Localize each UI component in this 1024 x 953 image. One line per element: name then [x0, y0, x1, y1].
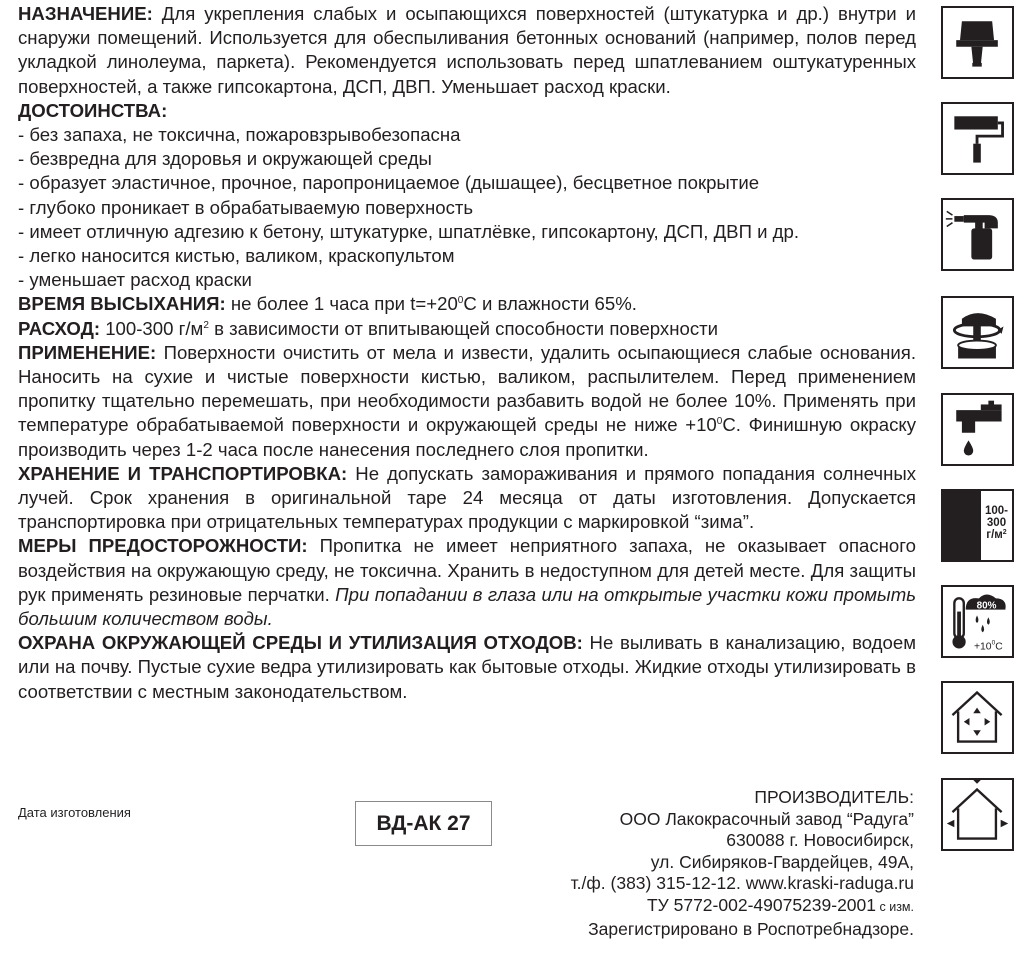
tu-suffix: с изм. — [876, 899, 914, 914]
application-text-end: С. Финишную окраску производить через 1-2 часа после нанесения последнего слоя пропитки. — [18, 414, 916, 460]
rate-unit: г/м — [986, 529, 1003, 541]
mixing-icon — [941, 296, 1014, 369]
product-code: ВД-АК 27 — [355, 801, 492, 846]
degree-sup: 0 — [716, 416, 723, 428]
tu-line — [571, 895, 914, 919]
degree-sup: 0 — [457, 295, 464, 307]
list-item: - глубоко проникает в обрабатываемую поверхность — [18, 196, 916, 220]
storage-heading: ХРАНЕНИЕ И ТРАНСПОРТИРОВКА: — [18, 462, 348, 484]
drying-section — [18, 292, 916, 316]
precautions-section — [18, 534, 916, 631]
purpose-text: Для укрепления слабых и осыпающихся поверхностей (штукатурка и др.) внутри и снаружи помещений. Используется для обеспыливания бетонных оснований (например, полов перед укладкой линолеума, паркета). Рекомендуется использовать перед шпатлеванием оштукатуренных поверхностей, а также гипсокартона, ДСП, ДВП. Уменьшает расход краски. — [18, 3, 916, 97]
advantages-list — [18, 123, 916, 292]
drying-text-end: С и влажности 65%. — [463, 293, 637, 315]
exterior-house-icon — [941, 778, 1014, 851]
humidity-value: 80% — [976, 600, 997, 612]
producer-info — [571, 787, 914, 940]
environment-text: Не выливать в канализацию, водоем или на почву. Пустые сухие ведра утилизировать как бытовые отходы. Жидкие отходы утилизировать в соответствии с местным законодательством. — [18, 632, 916, 702]
rate-line-3 — [981, 529, 1012, 541]
temperature-unit: С — [995, 641, 1003, 653]
producer-line: ООО Лакокрасочный завод “Радуга” — [619, 808, 914, 829]
advantages-heading: ДОСТОИНСТВА: — [18, 99, 168, 121]
producer-line: 630088 г. Новосибирск, — [726, 830, 914, 851]
temperature-degree: 0 — [991, 639, 996, 647]
temperature-number: +10 — [973, 641, 992, 653]
environment-section — [18, 631, 916, 704]
faucet-icon — [941, 393, 1014, 466]
spray-gun-icon — [941, 198, 1014, 271]
list-item: - легко наносится кистью, валиком, краскопультом — [18, 244, 916, 268]
brush-icon — [941, 6, 1014, 79]
humidity-temperature-icon — [941, 585, 1014, 658]
consumption-heading: РАСХОД: — [18, 317, 101, 339]
precautions-text: Пропитка не имеет неприятного запаха, не оказывает опасного воздействия на окружающую среду, не токсична. Хранить в недоступном для детей месте. Для защиты рук применять резиновые перчатки. — [18, 535, 916, 605]
application-text: Поверхности очистить от мела и извести, удалить осыпающиеся слабые основания. Наносить на сухие и чистые поверхности кистью, валиком, распылителем. Перед применением пропитку тщательно перемешать, при необходимости разбавить водой не более 10%. Применять при температуре обрабатываемой поверхности и окружающей среды не ниже +10 — [18, 341, 916, 436]
storage-text: Не допускать замораживания и прямого попадания солнечных лучей. Срок хранения в оригинальной таре 24 месяца от даты изготовления. Допускается транспортировка при отрицательных температурах продукции с маркировкой “зима”. — [18, 462, 916, 533]
producer-line: ул. Сибиряков-Гвардейцев, 49А, — [650, 851, 914, 872]
black-fill — [943, 491, 981, 560]
rate-line-1: 100- — [984, 505, 1009, 517]
precautions-heading: МЕРЫ ПРЕДОСТОРОЖНОСТИ: — [18, 535, 308, 557]
tu-number: ТУ 5772-002-49075239-2001 — [646, 894, 877, 915]
producer-line: т./ф. (383) 315-12-12. www.kraski-raduga.ru — [570, 873, 914, 894]
registration-line: Зарегистрировано в Роспотребнадзоре. — [588, 918, 914, 939]
environment-heading: ОХРАНА ОКРУЖАЮЩЕЙ СРЕДЫ И УТИЛИЗАЦИЯ ОТХОДОВ: — [18, 632, 583, 654]
precautions-italic-text: При попадании в глаза или на открытые участки кожи промыть большим количеством воды. — [18, 583, 916, 630]
interior-house-icon — [941, 681, 1014, 754]
consumption-icon-text — [981, 505, 1012, 541]
consumption-text-end: в зависимости от впитывающей способности поверхности — [208, 317, 719, 339]
application-section — [18, 341, 916, 462]
temperature-value — [974, 640, 1003, 653]
consumption-icon — [941, 489, 1014, 562]
drying-heading: ВРЕМЯ ВЫСЫХАНИЯ: — [18, 293, 226, 315]
list-item: - безвредна для здоровья и окружающей среды — [18, 147, 916, 171]
storage-section — [18, 462, 916, 535]
manufacture-date-label: Дата изготовления — [18, 805, 131, 820]
instructions-text — [18, 2, 916, 704]
roller-icon — [941, 102, 1014, 175]
list-item: - образует эластичное, прочное, паропроницаемое (дышащее), бесцветное покрытие — [18, 171, 916, 195]
purpose-heading: НАЗНАЧЕНИЕ: — [18, 3, 153, 24]
producer-line: ПРОИЗВОДИТЕЛЬ: — [754, 787, 914, 807]
square-sup: 2 — [203, 319, 209, 331]
list-item: - уменьшает расход краски — [18, 268, 916, 292]
consumption-section — [18, 317, 916, 341]
consumption-text: 100-300 г/м — [100, 317, 204, 339]
rate-unit-sup: 2 — [1002, 529, 1007, 536]
purpose-section — [18, 2, 916, 99]
rate-line-2: 300 — [986, 517, 1007, 529]
drying-text: не более 1 часа при t=+20 — [225, 293, 458, 315]
application-heading: ПРИМЕНЕНИЕ: — [18, 341, 157, 363]
list-item: - без запаха, не токсична, пожаровзрывобезопасна — [18, 123, 916, 147]
list-item: - имеет отличную адгезию к бетону, штукатурке, шпатлёвке, гипсокартону, ДСП, ДВП и др. — [18, 220, 916, 244]
